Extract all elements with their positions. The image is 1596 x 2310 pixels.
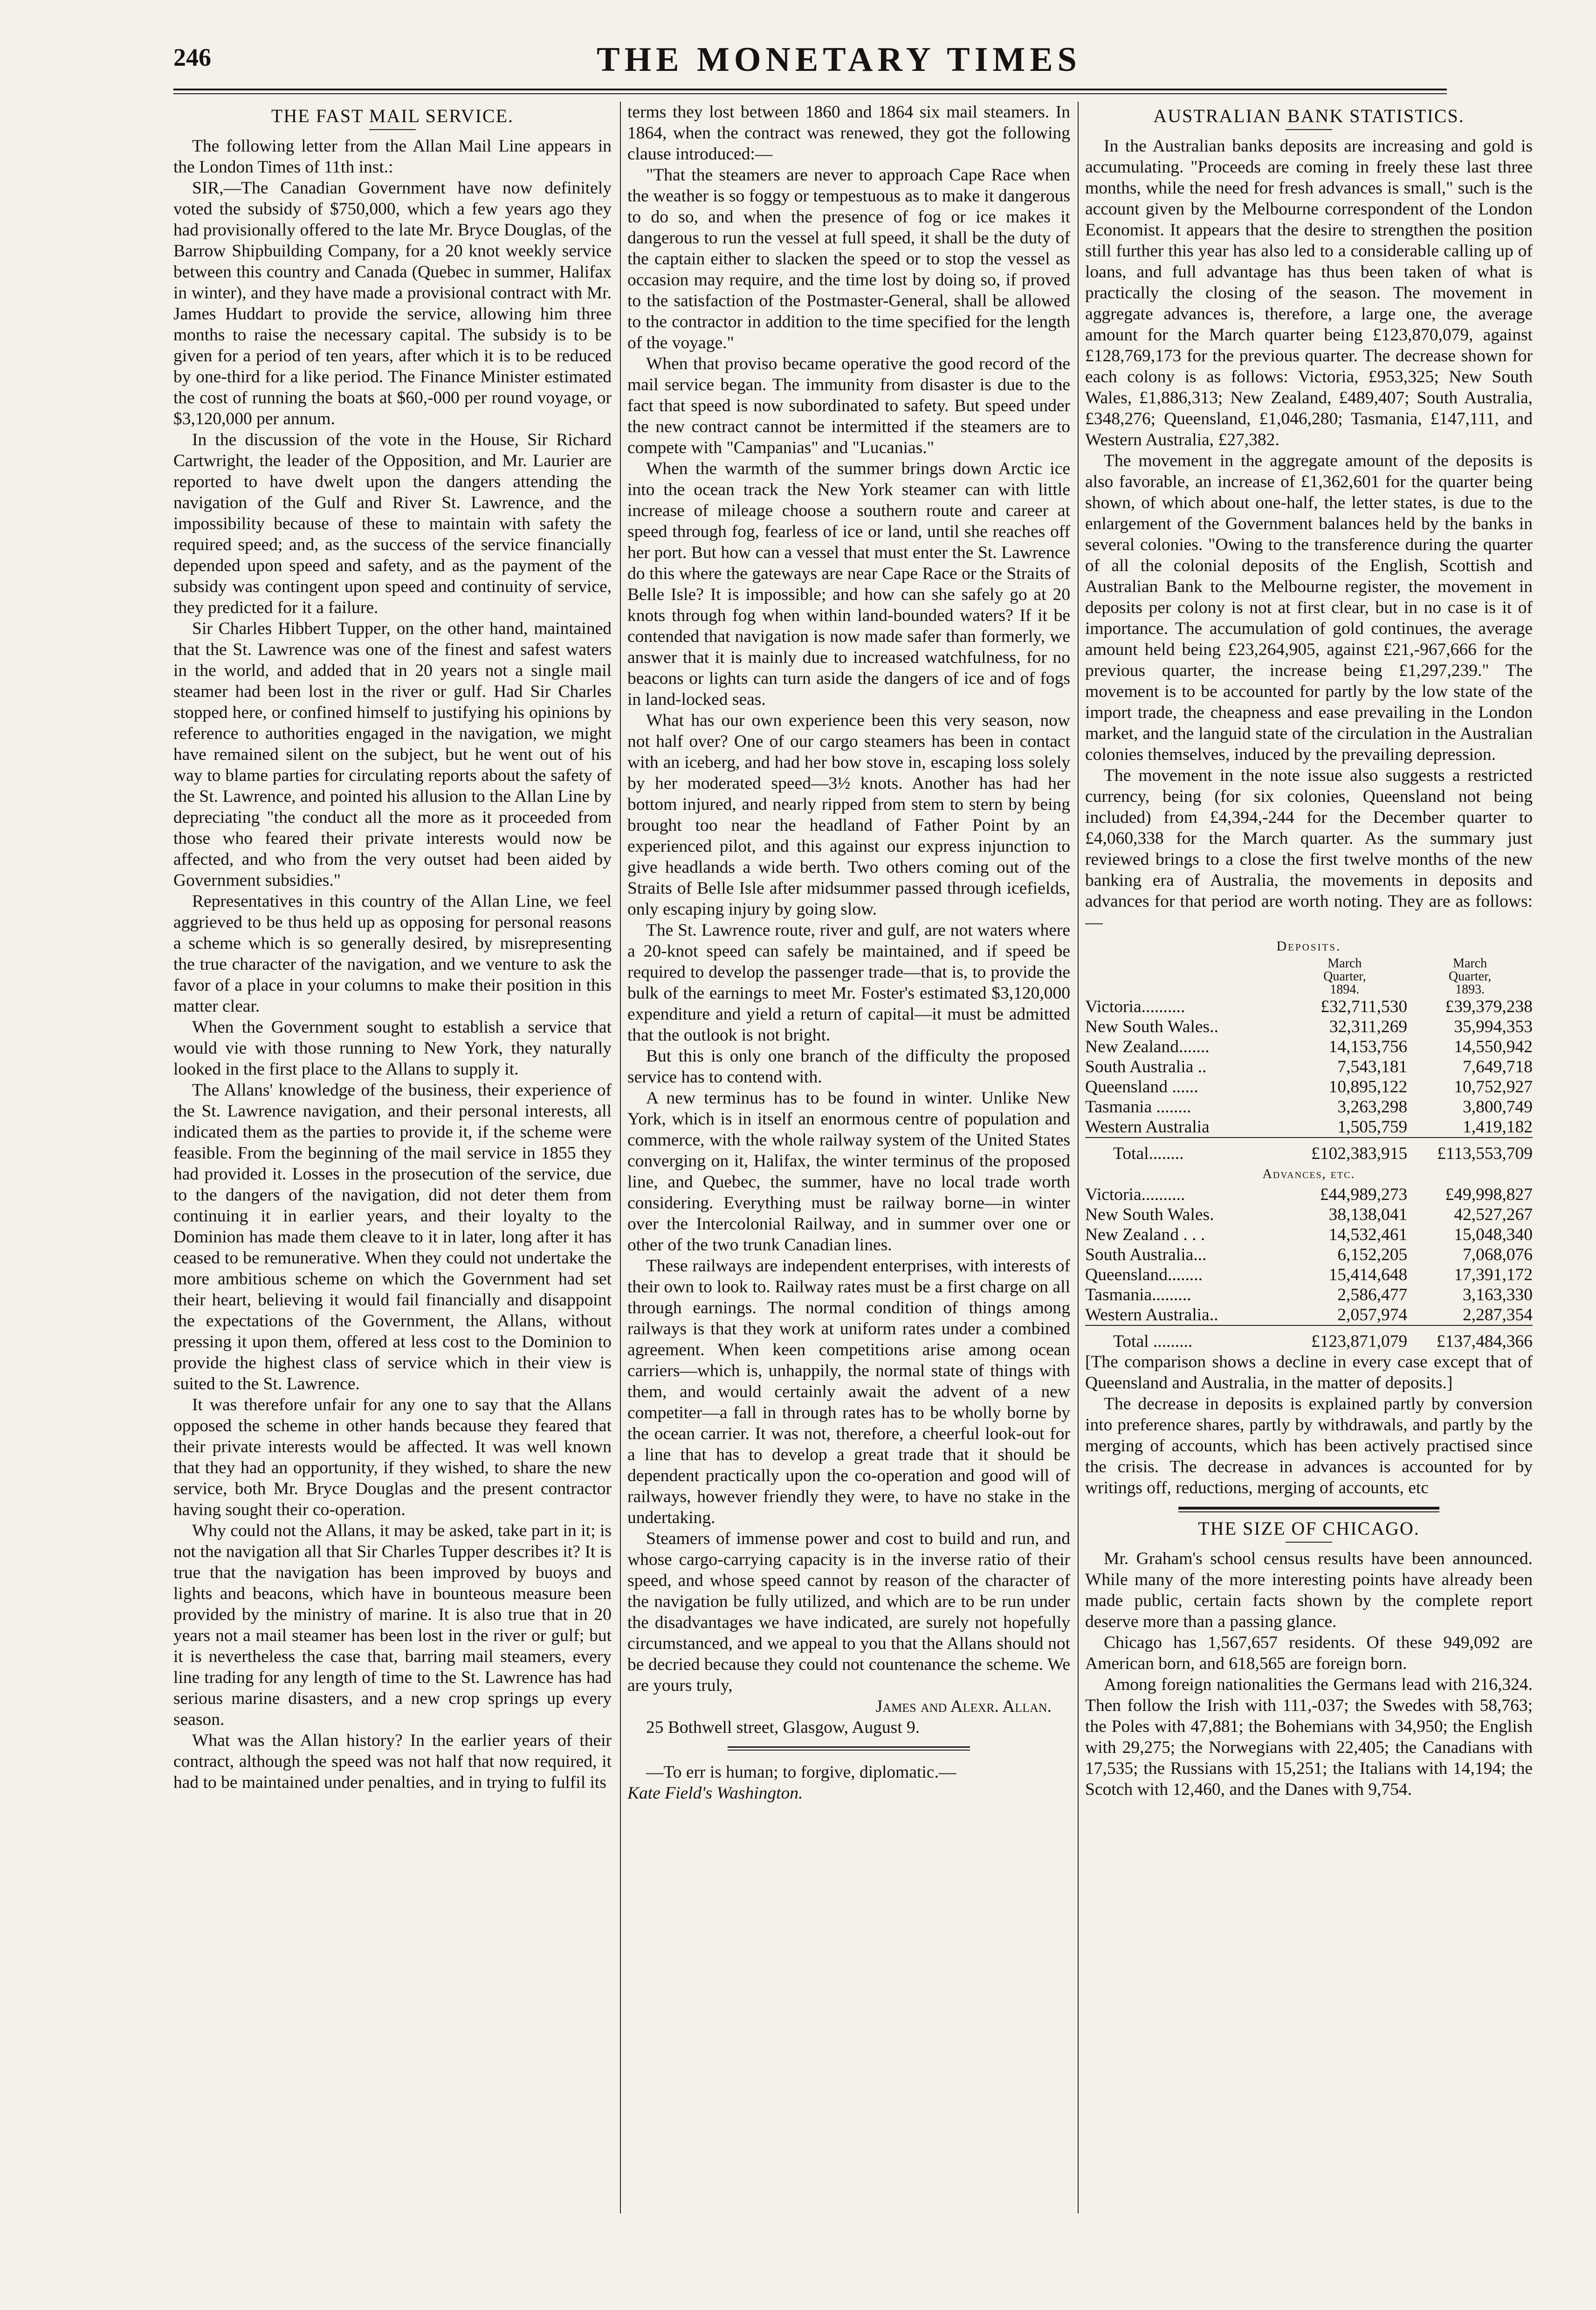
page-number: 246 — [173, 43, 211, 71]
colony-name: New Zealand . . . — [1085, 1225, 1205, 1244]
article-title-australian-banks: AUSTRALIAN BANK STATISTICS. — [1153, 105, 1465, 126]
amount-cell: 32,311,269 — [1329, 1017, 1408, 1036]
table-row — [1085, 1285, 1533, 1305]
table-row — [1085, 1017, 1533, 1037]
paragraph: The movement in the aggregate amount of the deposits is also favorable, an increase of £1,362,601 for the quarter being shown, of which about one-half, the letter states, is due to the enlargement of the Government balances held by the banks in several colonies. "Owing to the transference during the quarter of all the colonial deposits of the English, Scottish and Australian Bank to the Melbourne register, the movement in deposits per colony is not at first clear, but in no case is it of importance. The accumulation of gold continues, the average amount held being £23,264,905, against £21,-967,666 for the previous quarter, the increase being £1,297,239." The movement is to be accounted for partly by the low state of the import trade, the cheapness and ease prevailing in the London market, and the languid state of the circulation in the Australian colonies themselves, induced by the prevailing depression. — [1085, 451, 1533, 764]
table-row — [1085, 1205, 1533, 1225]
masthead: THE MONETARY TIMES — [597, 41, 1081, 79]
paragraph: But this is only one branch of the difficulty the proposed service has to contend with. — [627, 1047, 1070, 1087]
title-rule — [369, 129, 416, 130]
paragraph: terms they lost between 1860 and 1864 six mail steamers. In 1864, when the contract was renewed, they got the following clause introduced:— — [627, 103, 1070, 164]
column-1 — [173, 102, 612, 2213]
deposits-total-row: Total........ £102,383,915 £113,553,709 — [1113, 1144, 1533, 1163]
table-row — [1085, 1225, 1533, 1245]
table-row — [1085, 1037, 1533, 1057]
colony-name: South Australia... — [1085, 1245, 1207, 1264]
paragraph: What was the Allan history? In the earlier years of their contract, although the speed was not half that now required, it had to be maintained under penalties, and in trying to fulfil its — [173, 1731, 612, 1792]
column-header-1894: March Quarter, 1894. — [1323, 956, 1366, 997]
advances-caption: Advances, etc. — [1262, 1167, 1355, 1181]
section-rule — [1178, 1507, 1439, 1510]
epigram: —To err is human; to forgive, diplomatic.— — [646, 1763, 956, 1782]
colony-name: Victoria.......... — [1085, 997, 1185, 1016]
amount-cell: 14,153,756 — [1328, 1037, 1408, 1056]
signature: James and Alexr. Allan. — [875, 1697, 1052, 1716]
paragraph: Chicago has 1,567,657 residents. Of these 949,092 are American born, and 618,565 are foreign born. — [1085, 1633, 1533, 1673]
deposits-caption: Deposits. — [1276, 938, 1341, 954]
dateline: 25 Bothwell street, Glasgow, August 9. — [646, 1718, 920, 1737]
amount-cell: 2,586,477 — [1337, 1285, 1408, 1304]
amount-cell: £32,711,530 — [1321, 997, 1408, 1016]
amount-cell: 3,163,330 — [1463, 1285, 1533, 1304]
colony-name: Tasmania ........ — [1085, 1097, 1191, 1117]
paragraph: What has our own experience been this very season, now not half over? One of our cargo steamers has been in contact with an iceberg, and had her bow stove in, escaping loss solely by her moderated speed—3½ knots. Another has had her bottom injured, and nearly ripped from stem to stern by being brought too near the headland of Father Point by an experienced pilot, and this against our express injunction to give headlands a wide berth. Two others coming out of the Straits of Belle Isle after midsummer passed through icefields, only escaping injury by going slow. — [627, 711, 1070, 919]
paragraph: In the discussion of the vote in the House, Sir Richard Cartwright, the leader of the Opposition, and Mr. Laurier are reported to have dwelt upon the dangers attending the navigation of the Gulf and River St. Lawrence, and the impossibility because of these to maintain with safety the required speed; and, as the success of the service financially depended upon speed and safety, and as the payment of the subsidy was contingent upon speed and continuity of service, they predicted for it a failure. — [173, 430, 612, 617]
paragraph: The decrease in deposits is explained partly by conversion into preference shares, partly by withdrawals, and partly by the merging of accounts, which has been actively practised since the crisis. The decrease in advances is accounted for by writings off, reductions, merging of accounts, etc — [1085, 1394, 1533, 1497]
column-header-1893: March Quarter, 1893. — [1448, 956, 1492, 997]
paragraph: SIR,—The Canadian Government have now definitely voted the subsidy of $750,000, which a few years ago they had provisionally offered to the late Mr. Bryce Douglas, of the Barrow Shipbuilding Company, for a 20 knot weekly service between this country and Canada (Quebec in summer, Halifax in winter), and they have made a provisional contract with Mr. James Huddart to provide the service, allowing him three months to raise the necessary capital. The subsidy is to be given for a period of ten years, after which it is to be reduced by one-third for a like period. The Finance Minister estimated the cost of running the boats at $60,-000 per round voyage, or $3,120,000 per annum. — [173, 179, 612, 428]
paragraph: The movement in the note issue also suggests a restricted currency, being (for six colonies, Queensland not being included) from £4,394,-244 for the December quarter to £4,060,338 for the March quarter. As the summary just reviewed brings to a close the first twelve months of the new banking era of Australia, the movements in deposits and advances for that period are worth noting. They are as follows:— — [1085, 766, 1533, 932]
amount-cell: 35,994,353 — [1454, 1017, 1533, 1036]
paragraph: Representatives in this country of the Allan Line, we feel aggrieved to be thus held up as opposing for personal reasons a scheme which is so generally desired, by misrepresenting the true character of the navigation, and we venture to ask the favor of a place in your columns to make their position in this matter clear. — [173, 892, 612, 1016]
amount-cell: 42,527,267 — [1454, 1205, 1533, 1224]
column-2 — [627, 102, 1070, 2213]
amount-cell: 2,057,974 — [1337, 1305, 1408, 1324]
amount-cell: £44,989,273 — [1320, 1185, 1408, 1204]
advances-total-row: Total ......... £123,871,079 £137,484,366 — [1113, 1332, 1533, 1351]
title-rule — [1286, 129, 1332, 130]
colony-name: New South Wales.. — [1085, 1017, 1218, 1036]
table-row — [1085, 1305, 1533, 1325]
paragraph: Sir Charles Hibbert Tupper, on the other hand, maintained that the St. Lawrence was one of the finest and safest waters in the world, and added that in 20 years not a single mail steamer had been lost in the river or gulf. Had Sir Charles stopped here, or confined himself to justifying his opinions by reference to authorities engaged in the navigation, we might have remained silent on the subject, but he went out of his way to blame parties for circulating reports about the safety of the St. Lawrence, and pointed his allusion to the Allan Line by depreciating "the conduct all the more as it proceeded from those who feared their private interests would now be affected, and who from the very outset had been aided by Government subsidies." — [173, 619, 612, 890]
section-rule-thin — [1178, 1511, 1439, 1512]
colony-name: Victoria.......... — [1085, 1185, 1185, 1204]
title-rule — [1286, 1542, 1332, 1543]
paragraph: It was therefore unfair for any one to say that the Allans opposed the scheme in other hands because they feared that their private interests would be affected. It was well known that they had an opportunity, if they wished, to share the new service, both Mr. Bryce Douglas and the present contractor having sought their co-operation. — [173, 1395, 612, 1519]
amount-cell: 1,419,182 — [1463, 1117, 1533, 1137]
paragraph: The following letter from the Allan Mail Line appears in the London Times of 11th inst.: — [173, 137, 612, 177]
paragraph: The St. Lawrence route, river and gulf, are not waters where a 20-knot speed can safely be maintained, and if speed be required to develop the passenger trade—that is, to provide the bulk of the earnings to meet Mr. Foster's estimated $3,120,000 expenditure and yield a return of capital—it must be admitted that the outlook is not bright. — [627, 921, 1070, 1045]
paragraph: These railways are independent enterprises, with interests of their own to look to. Railway rates must be a first charge on all through earnings. The normal condition of things among railways is that they work at uniform rates under a combined agreement. When keen competitions arise among ocean carriers—which is, unhappily, the normal state of things with them, and would certainly await the advent of a new competiter—a fall in through rates has to be wholly borne by the ocean carrier. It was not, therefore, a cheerful look-out for a line that has to develop a great trade that it should be dependent practically upon the co-operation and good will of railways, however friendly they were, to have no stake in the undertaking. — [627, 1256, 1070, 1527]
section-rule-thin — [728, 1750, 970, 1751]
amount-cell: 3,263,298 — [1337, 1097, 1408, 1117]
paragraph: Among foreign nationalities the Germans lead with 216,324. Then follow the Irish with 111,-037; the Swedes with 58,763; the Poles with 47,881; the Bohemians with 34,950; the English with 29,275; the Norwegians with 22,405; the Canadians with 17,535; the Russians with 15,251; the Italians with 14,194; the Scotch with 12,460, and the Danes with 9,754. — [1085, 1675, 1533, 1799]
amount-cell: 14,550,942 — [1454, 1037, 1533, 1056]
section-rule — [728, 1746, 970, 1748]
article-title-chicago: THE SIZE OF CHICAGO. — [1198, 1518, 1420, 1539]
amount-cell: 10,752,927 — [1454, 1077, 1533, 1096]
table-row — [1085, 997, 1533, 1017]
table-row — [1085, 1097, 1533, 1117]
colony-name: New South Wales. — [1085, 1205, 1214, 1224]
amount-cell: 7,068,076 — [1463, 1245, 1533, 1264]
amount-cell: 15,048,340 — [1454, 1225, 1533, 1244]
amount-cell: 17,391,172 — [1454, 1265, 1533, 1284]
header-rule — [173, 89, 1447, 90]
table-row — [1085, 1265, 1533, 1285]
epigram-source: Kate Field's Washington. — [627, 1784, 803, 1803]
paragraph: When the warmth of the summer brings down Arctic ice into the ocean track the New York steamer can with little increase of mileage choose a southern route and career at speed through fog, fearless of ice or land, until she reaches off her port. But how can a vessel that must enter the St. Lawrence do this where the gateways are near Cape Race or the Straits of Belle Isle? It is impossible; and how can she safely go at 20 knots through fog when within land-bounded waters? If it be contended that navigation is now made safer than formerly, we answer that it is mainly due to increased watchfulness, for no beacons or lights can turn aside the dangers of ice and of fogs in land-locked seas. — [627, 459, 1070, 709]
colony-name: Queensland........ — [1085, 1265, 1203, 1284]
table-row — [1085, 1185, 1533, 1205]
paragraph: When the Government sought to establish a service that would vie with those running to New York, they naturally looked in the first place to the Allans to supply it. — [173, 1018, 612, 1079]
amount-cell: 10,895,122 — [1328, 1077, 1408, 1096]
colony-name: South Australia .. — [1085, 1057, 1207, 1076]
amount-cell: 3,800,749 — [1463, 1097, 1533, 1117]
contract-clause-quote: "That the steamers are never to approach Cape Race when the weather is so foggy or tempestuous as to make it dangerous to do so, and when the presence of fog or ice makes it dangerous to run the vessel at full speed, it shall be the duty of the captain either to slacken the speed or to stop the vessel as occasion may require, and the time lost by doing so, if proved to the satisfaction of the Postmaster-General, shall be allowed to the contractor in addition to the time specified for the length of the voyage." — [627, 165, 1070, 352]
amount-cell: 7,649,718 — [1463, 1057, 1533, 1076]
table-row — [1085, 1245, 1533, 1265]
deposits-table — [1085, 957, 1533, 1164]
paragraph: When that proviso became operative the good record of the mail service began. The immunity from disaster is due to the fact that speed is now subordinated to safety. But speed under the new contract cannot be intermitted if the steamers are to compete with "Campanias" and "Lucanias." — [627, 354, 1070, 457]
table-row — [1085, 1057, 1533, 1077]
colony-name: New Zealand....... — [1085, 1037, 1210, 1056]
table-row — [1085, 1117, 1533, 1138]
amount-cell: 2,287,354 — [1463, 1305, 1533, 1324]
table-row — [1085, 1077, 1533, 1097]
amount-cell: 38,138,041 — [1328, 1205, 1408, 1224]
amount-cell: 7,543,181 — [1337, 1057, 1408, 1076]
colony-name: Western Australia.. — [1085, 1305, 1218, 1324]
paragraph: A new terminus has to be found in winter. Unlike New York, which is in itself an enormous centre of population and commerce, with the whole railway system of the United States converging on it, Halifax, the winter terminus of the proposed line, and Quebec, the summer, have no local trade worth considering. Everything must be railway borne—in winter over the Intercolonial Railway, and in summer over one or other of the two trunk Canadian lines. — [627, 1089, 1070, 1255]
amount-cell: 6,152,205 — [1337, 1245, 1408, 1264]
advances-table — [1085, 1185, 1533, 1352]
article-title-fast-mail: THE FAST MAIL SERVICE. — [271, 105, 514, 126]
colony-name: Tasmania......... — [1085, 1285, 1191, 1304]
column-divider — [620, 102, 621, 2213]
colony-name: Queensland ...... — [1085, 1077, 1198, 1096]
paragraph: Steamers of immense power and cost to build and run, and whose cargo-carrying capacity is in the inverse ratio of their speed, and whose speed cannot by reason of the character of the navigation be fully utilized, and which are to be run under the disadvantages we have indicated, are surely not hopefully circumstanced, and we appeal to you that the Allans should not be decried because they could not countenance the scheme. We are yours truly, — [627, 1529, 1070, 1695]
amount-cell: 14,532,461 — [1328, 1225, 1408, 1244]
amount-cell: £39,379,238 — [1445, 997, 1533, 1016]
amount-cell: £49,998,827 — [1445, 1185, 1533, 1204]
header-rule-thin — [173, 93, 1447, 94]
paragraph: In the Australian banks deposits are increasing and gold is accumulating. "Proceeds are coming in freely these last three months, while the need for fresh advances is small," such is the account given by the Melbourne correspondent of the London Economist. It appears that the desire to strengthen the position still further this year has also led to a considerable calling up of loans, and full advantage has thus been taken of what is practically the closing of the season. The movement in aggregate advances is, therefore, a large one, the average amount for the March quarter being £123,870,079, against £128,769,173 for the previous quarter. The decrease shown for each colony is as follows: Victoria, £953,325; New South Wales, £1,886,313; New Zealand, £489,407; South Australia, £348,276; Queensland, £1,046,280; Tasmania, £147,111, and Western Australia, £27,382. — [1085, 137, 1533, 449]
paragraph: [The comparison shows a decline in every case except that of Queensland and Australia, in the matter of deposits.] — [1085, 1352, 1533, 1393]
column-divider — [1078, 102, 1079, 2213]
paragraph: The Allans' knowledge of the business, their experience of the St. Lawrence navigation, and their personal interests, all indicated them as the parties to provide it, if the scheme were feasible. From the beginning of the mail service in 1855 they had provided it. Losses in the prosecution of the service, due to the dangers of the navigation, did not deter them from continuing it in earlier years, and their loyalty to the Dominion has made them cleave to it in later, long after it has ceased to be remunerative. When they could not undertake the more ambitious scheme on which the Government had set their heart, believing it would fail financially and disappoint the expectations of the Government, the Allans, without pressing it upon them, offered at less cost to the Dominion to provide the highest class of service which in their view is suited to the St. Lawrence. — [173, 1081, 612, 1393]
amount-cell: 1,505,759 — [1337, 1117, 1408, 1137]
colony-name: Western Australia — [1085, 1117, 1210, 1137]
amount-cell: 15,414,648 — [1328, 1265, 1408, 1284]
paragraph: Mr. Graham's school census results have been announced. While many of the more interesting points have already been made public, certain facts shown by the complete report deserve more than a passing glance. — [1085, 1549, 1533, 1631]
column-3 — [1085, 102, 1533, 2213]
paragraph: Why could not the Allans, it may be asked, take part in it; is not the navigation all that Sir Charles Tupper describes it? It is true that the navigation has been improved by buoys and lights and beacons, which have in bounteous measure been provided by the ministry of marine. It is also true that in 20 years not a mail steamer has been lost in the river or gulf; but it is nevertheless the case that, barring mail steamers, every line trading for any length of time to the St. Lawrence has had serious marine disasters, and a new crop springs up every season. — [173, 1521, 612, 1729]
